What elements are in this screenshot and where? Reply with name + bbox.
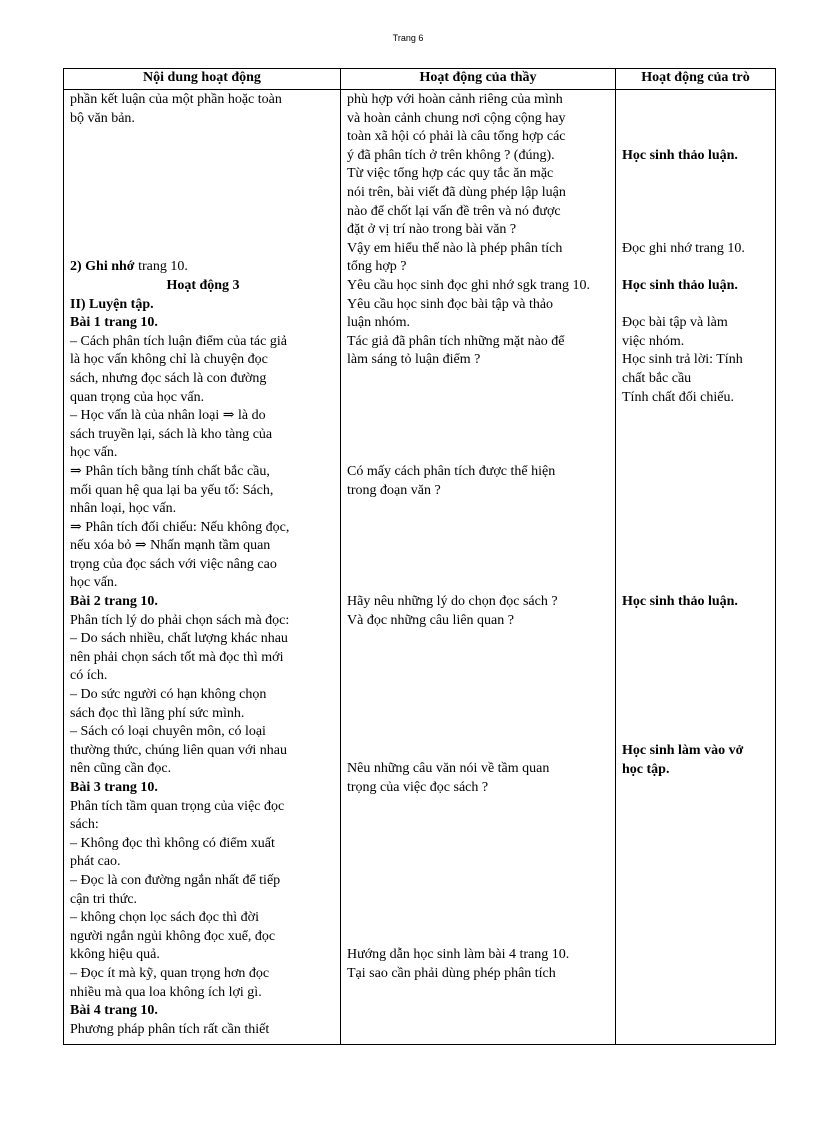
text-line: trọng của việc đọc sách ? bbox=[347, 780, 489, 796]
text-line: Nêu những câu văn nói về tầm quan bbox=[347, 761, 550, 777]
text-line bbox=[347, 370, 611, 463]
text-line: Và đọc những câu liên quan ? bbox=[347, 612, 514, 628]
text-line: luận nhóm. bbox=[347, 315, 410, 331]
text-line: Phân tích lý do phải chọn sách mà đọc: bbox=[70, 612, 290, 628]
text-line bbox=[622, 407, 774, 593]
text-line: Đọc ghi nhớ trang 10. bbox=[622, 240, 745, 256]
text-line: – Đọc ít mà kỹ, quan trọng hơn đọc bbox=[70, 965, 270, 981]
text-line bbox=[622, 91, 774, 147]
text-line bbox=[622, 612, 774, 742]
text-line: – không chọn lọc sách đọc thì đời bbox=[70, 910, 259, 926]
text-line: nếu xóa bỏ ⇒ Nhấn mạnh tầm quan bbox=[70, 538, 271, 554]
text-line bbox=[347, 798, 611, 947]
text-line bbox=[347, 500, 611, 593]
header-noi-dung: Nội dung hoạt động bbox=[143, 70, 261, 85]
text-line: Yêu cầu học sinh đọc ghi nhớ sgk trang 10. bbox=[347, 277, 591, 293]
text-line: – Sách có loại chuyên môn, có loại bbox=[70, 724, 266, 740]
text-line: Bài 2 trang 10. bbox=[70, 594, 158, 610]
text-line bbox=[347, 630, 611, 760]
text-line: nào để chốt lại vấn đề trên và nó được bbox=[347, 203, 561, 219]
header-divider bbox=[64, 89, 775, 90]
text-line: Có mấy cách phân tích được thể hiện bbox=[347, 463, 556, 479]
text-line: Học sinh thảo luận. bbox=[622, 147, 738, 163]
text-line: nên cũng cần đọc. bbox=[70, 761, 172, 777]
text-line: học vấn. bbox=[70, 575, 118, 591]
lesson-table bbox=[63, 68, 776, 1045]
text-line: phù hợp với hoàn cảnh riêng của mình bbox=[347, 92, 563, 107]
text-line: Từ việc tổng hợp các quy tắc ăn mặc bbox=[347, 166, 554, 182]
text-line: Tại sao cần phải dùng phép phân tích bbox=[347, 966, 556, 982]
text-line: – Đọc là con đường ngắn nhất để tiếp bbox=[70, 872, 281, 888]
text-line: Yêu cầu học sinh đọc bài tập và thảo bbox=[347, 296, 554, 312]
text-line: người ngắn ngủi không đọc xuể, đọc bbox=[70, 928, 276, 944]
text-line: Bài 3 trang 10. bbox=[70, 780, 158, 795]
text-line bbox=[70, 128, 336, 258]
text-line: Bài 1 trang 10. bbox=[70, 315, 158, 331]
text-line: phần kết luận của một phần hoặc toàn bbox=[70, 92, 282, 107]
text-line: II) Luyện tập. bbox=[70, 296, 154, 312]
text-line: là học vấn không chỉ là chuyện đọc bbox=[70, 352, 268, 368]
column-divider-1 bbox=[340, 69, 341, 1044]
text-line: trong đoạn văn ? bbox=[347, 482, 441, 498]
text-line: ⇒ Phân tích bằng tính chất bắc cầu, bbox=[70, 463, 270, 479]
text-line: Hướng dẫn học sinh làm bài 4 trang 10. bbox=[347, 947, 570, 963]
text-line: mối quan hệ qua lại ba yếu tố: Sách, bbox=[70, 482, 274, 498]
text-line: kkông hiệu quả. bbox=[70, 947, 160, 963]
text-line: Học sinh thảo luận. bbox=[622, 277, 738, 293]
text-line: Học sinh thảo luận. bbox=[622, 594, 738, 610]
text-line: sách truyền lại, sách là kho tàng của bbox=[70, 426, 273, 442]
text-line: 2) Ghi nhớ trang 10. bbox=[70, 259, 188, 275]
text-line: – Do sách nhiều, chất lượng khác nhau bbox=[70, 631, 288, 647]
text-line: tổng hợp ? bbox=[347, 259, 407, 275]
header-hoat-dong-tro: Hoạt động của trò bbox=[641, 70, 750, 85]
text-line: học tập. bbox=[622, 761, 670, 777]
text-line: học vấn. bbox=[70, 445, 118, 461]
text-line: Hoạt động 3 bbox=[166, 277, 240, 293]
text-line: Tính chất đối chiếu. bbox=[622, 389, 734, 405]
text-line: làm sáng tỏ luận điểm ? bbox=[347, 352, 481, 368]
text-line: việc nhóm. bbox=[622, 333, 685, 349]
text-line: cận tri thức. bbox=[70, 891, 138, 907]
text-line: Đọc bài tập và làm bbox=[622, 315, 728, 331]
text-line: sách, nhưng đọc sách là con đường bbox=[70, 370, 267, 386]
text-line: nhiều mà qua loa không ích lợi gì. bbox=[70, 984, 262, 1000]
text-line: phát cao. bbox=[70, 854, 121, 870]
text-line: ý đã phân tích ở trên không ? (đúng). bbox=[347, 147, 555, 163]
text-line: Tác giả đã phân tích những mặt nào để bbox=[347, 333, 565, 349]
column-hoat-dong-thay bbox=[347, 91, 611, 984]
text-line: sách đọc thì lãng phí sức mình. bbox=[70, 705, 245, 721]
text-line: Bài 4 trang 10. bbox=[70, 1003, 158, 1019]
page-number-label: Trang 6 bbox=[392, 33, 424, 43]
text-line: Hãy nêu những lý do chọn đọc sách ? bbox=[347, 594, 558, 610]
text-line bbox=[622, 165, 774, 239]
text-line: Phân tích tầm quan trọng của việc đọc bbox=[70, 798, 285, 814]
text-line bbox=[622, 296, 774, 315]
text-line: trọng của đọc sách với việc nâng cao bbox=[70, 556, 277, 572]
text-line: Vậy em hiểu thế nào là phép phân tích bbox=[347, 240, 563, 256]
text-line: nhân loại, học vấn. bbox=[70, 501, 177, 517]
text-line: có ích. bbox=[70, 668, 108, 684]
header-hoat-dong-thay: Hoạt động của thầy bbox=[419, 70, 537, 85]
text-line: bộ văn bản. bbox=[70, 110, 135, 126]
text-line: – Do sức người có hạn không chọn bbox=[70, 687, 267, 703]
text-line: Học sinh làm vào vở bbox=[622, 742, 744, 758]
text-line: quan trọng của học vấn. bbox=[70, 389, 205, 405]
column-noi-dung bbox=[70, 91, 336, 1039]
text-line: – Học vấn là của nhân loại ⇒ là do bbox=[70, 408, 266, 424]
text-line: toàn xã hội có phải là câu tổng hợp các bbox=[347, 129, 566, 145]
column-divider-2 bbox=[615, 69, 616, 1044]
text-line bbox=[622, 258, 774, 277]
text-line: và hoàn cảnh chung nơi cộng cộng hay bbox=[347, 110, 566, 126]
text-line: – Không đọc thì không có điểm xuất bbox=[70, 835, 275, 851]
text-line: chất bắc cầu bbox=[622, 370, 692, 386]
text-line: – Cách phân tích luận điểm của tác giả bbox=[70, 333, 287, 349]
text-line: Phương pháp phân tích rất cần thiết bbox=[70, 1021, 270, 1037]
text-line: sách: bbox=[70, 817, 99, 833]
text-line: thường thức, chúng liên quan với nhau bbox=[70, 742, 287, 758]
text-line: ⇒ Phân tích đối chiếu: Nếu không đọc, bbox=[70, 519, 290, 535]
column-hoat-dong-tro bbox=[622, 91, 774, 779]
text-line: Học sinh trả lời: Tính bbox=[622, 352, 743, 368]
text-line: nói trên, bài viết đã dùng phép lập luận bbox=[347, 184, 566, 200]
text-line: nên phải chọn sách tốt mà đọc thì mới bbox=[70, 649, 284, 665]
text-line: đặt ở vị trí nào trong bài văn ? bbox=[347, 222, 517, 238]
